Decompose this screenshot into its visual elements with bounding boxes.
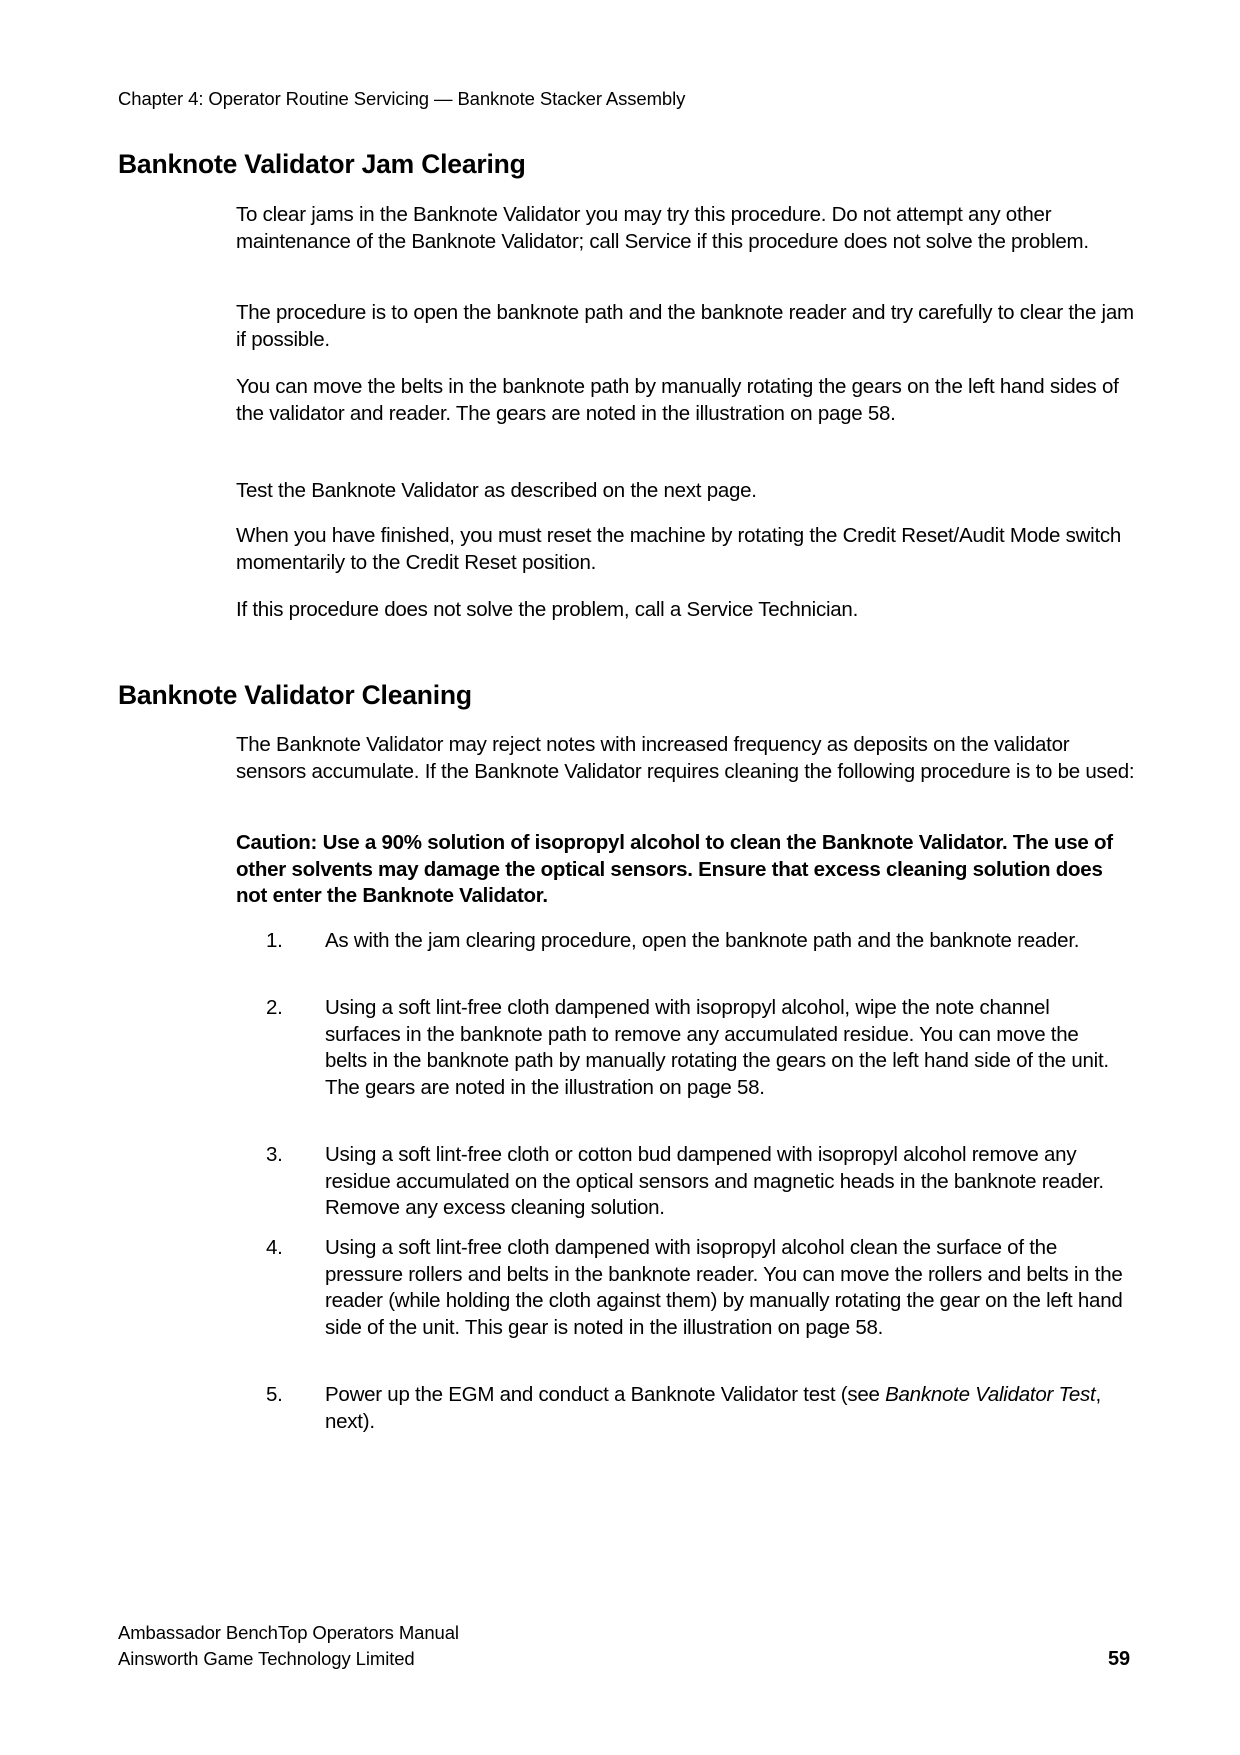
footer-manual-title: Ambassador BenchTop Operators Manual: [118, 1622, 459, 1643]
paragraph-text: The procedure is to open the banknote path and the banknote reader and try carefully to clear the jam if possible.: [236, 301, 1134, 351]
step-number: 3.: [266, 1143, 283, 1166]
step-number: 1.: [266, 929, 283, 952]
step-text: As with the jam clearing procedure, open the banknote path and the banknote reader.: [325, 929, 1080, 952]
paragraph-text: To clear jams in the Banknote Validator you may try this procedure. Do not attempt any other maintenance of the Banknote Validator; call Service if this procedure does not solve the problem.: [236, 203, 1089, 253]
section-title-jam-clearing: Banknote Validator Jam Clearing: [118, 149, 526, 179]
step-text: Using a soft lint-free cloth dampened with isopropyl alcohol, wipe the note channel surfaces in the banknote path to remove any accumulated residue. You can move the belts in the banknote path by manually rotating the gears on the left hand side of the unit. The gears are noted in the illustration on page 58.: [325, 996, 1109, 1099]
paragraph: [236, 478, 1136, 505]
paragraph-text: Test the Banknote Validator as described on the next page.: [236, 479, 757, 502]
page-number: 59: [1107, 1648, 1130, 1670]
paragraph: [236, 597, 1136, 624]
step-number: 2.: [266, 996, 283, 1019]
cross-reference: Banknote Validator Test: [885, 1383, 1096, 1406]
step-number: 5.: [266, 1383, 283, 1406]
caution-notice: [236, 830, 1136, 910]
paragraph: [236, 523, 1136, 576]
footer-company: Ainsworth Game Technology Limited: [118, 1648, 415, 1669]
paragraph: [236, 202, 1136, 255]
step-number: 4.: [266, 1236, 283, 1259]
paragraph: [236, 732, 1136, 785]
paragraph-text: The Banknote Validator may reject notes with increased frequency as deposits on the validator sensors accumulate. If the Banknote Validator requires cleaning the following procedure is to be used:: [236, 733, 1135, 783]
paragraph-text: You can move the belts in the banknote path by manually rotating the gears on the left hand sides of the validator and reader. The gears are noted in the illustration on page 58.: [236, 375, 1119, 425]
section-title-cleaning: Banknote Validator Cleaning: [118, 680, 472, 710]
step-text: [325, 1382, 1125, 1435]
paragraph: [236, 374, 1136, 427]
paragraph-text: When you have finished, you must reset the machine by rotating the Credit Reset/Audit Mode switch momentarily to the Credit Reset position.: [236, 524, 1122, 574]
running-header: Chapter 4: Operator Routine Servicing — Banknote Stacker Assembly: [118, 88, 686, 109]
page-footer: [118, 1620, 1130, 1672]
step-text-end: , next).: [325, 1383, 1101, 1433]
step-text-start: Power up the EGM and conduct a Banknote Validator test (see: [325, 1383, 886, 1406]
paragraph-text: If this procedure does not solve the problem, call a Service Technician.: [236, 598, 859, 621]
paragraph: [236, 300, 1136, 353]
step-text: Using a soft lint-free cloth or cotton bud dampened with isopropyl alcohol remove any residue accumulated on the optical sensors and magnetic heads in the banknote reader. Remove any excess cleaning solution.: [325, 1143, 1104, 1219]
step-text: Using a soft lint-free cloth dampened with isopropyl alcohol clean the surface of the pressure rollers and belts in the banknote reader. You can move the rollers and belts in the reader (while holding the cloth against them) by manually rotating the gear on the left hand side of the unit. This gear is noted in the illustration on page 58.: [325, 1236, 1123, 1339]
caution-text: Caution: Use a 90% solution of isopropyl alcohol to clean the Banknote Validator. The use of other solvents may damage the optical sensors. Ensure that excess cleaning solution does not enter the Banknote Validator.: [236, 831, 1113, 907]
